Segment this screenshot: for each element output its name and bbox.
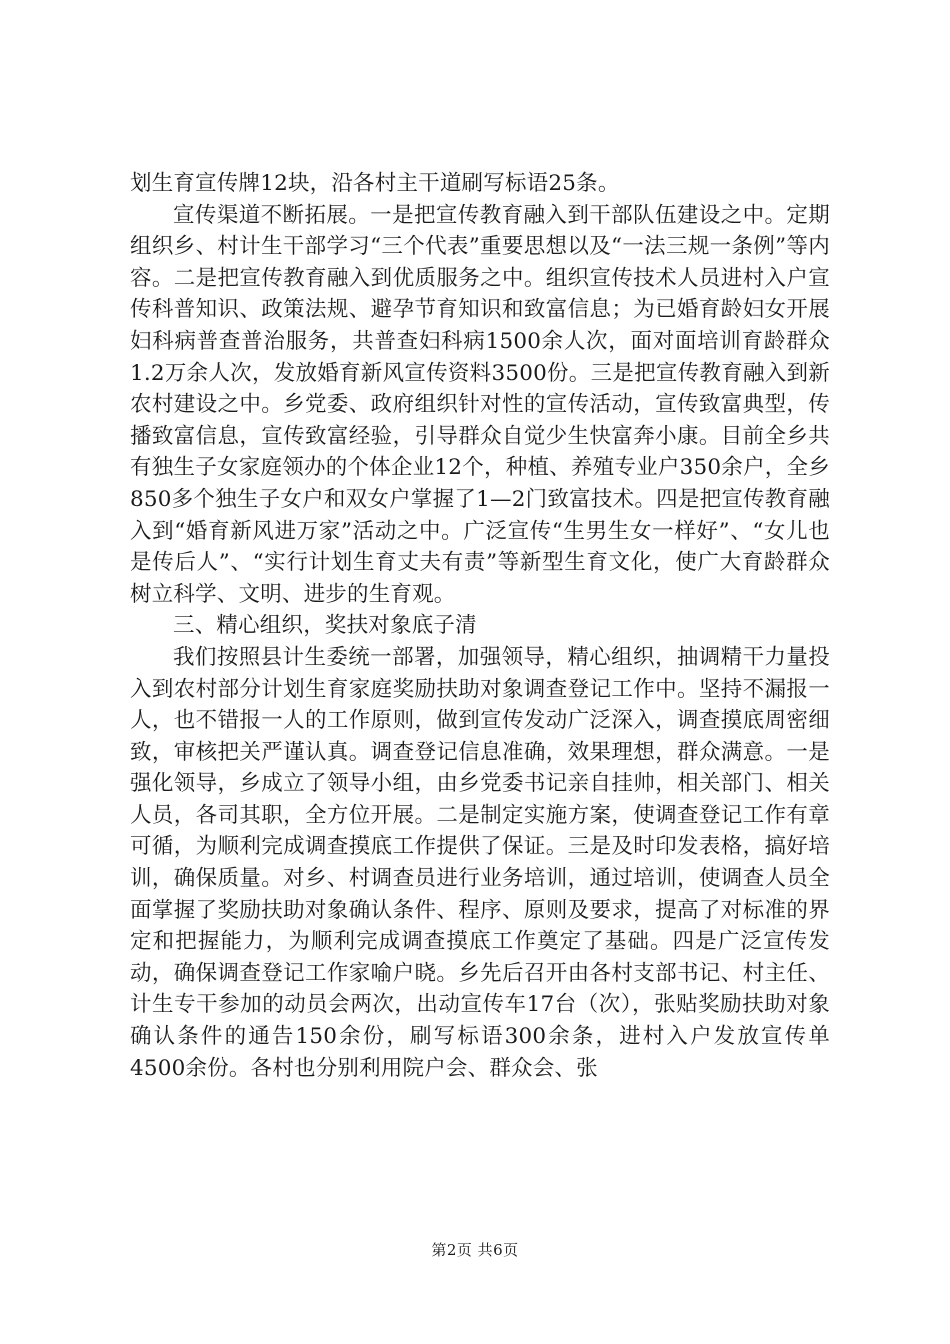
- document-body: [130, 168, 830, 1084]
- paragraph-continuation: 划生育宣传牌12块，沿各村主干道刷写标语25条。: [130, 171, 620, 196]
- paragraph-publicity-channels: 宣传渠道不断拓展。一是把宣传教育融入到干部队伍建设之中。定期组织乡、村计生干部学习“三个代表”重要思想以及“一法三规一条例”等内容。二是把宣传教育融入到优质服务之中。组织宣传技术人员进村入户宣传科普知识、政策法规、避孕节育知识和致富信息；为已婚育龄妇女开展妇科病普查普治服务，共普查妇科病1500余人次，面对面培训育龄群众1.2万余人次，发放婚育新风宣传资料3500份。三是把宣传教育融入到新农村建设之中。乡党委、政府组织针对性的宣传活动，宣传致富典型，传播致富信息，宣传致富经验，引导群众自觉少生快富奔小康。目前全乡共有独生子女家庭领办的个体企业12个，种植、养殖专业户350余户，全乡850多个独生子女户和双女户掌握了1—2门致富技术。四是把宣传教育融入到“婚育新风进万家”活动之中。广泛宣传“生男生女一样好”、“女儿也是传后人”、“实行计划生育丈夫有责”等新型生育文化，使广大育龄群众树立科学、文明、进步的生育观。: [130, 202, 830, 607]
- section-heading: 三、精心组织，奖扶对象底子清: [173, 613, 477, 639]
- paragraph-survey-registration: 我们按照县计生委统一部署，加强领导，精心组织，抽调精干力量投入到农村部分计划生育家庭奖励扶助对象调查登记工作中。坚持不漏报一人，也不错报一人的工作原则，做到宣传发动广泛深入，调查摸底周密细致，审核把关严谨认真。调查登记信息准确，效果理想，群众满意。一是强化领导，乡成立了领导小组，由乡党委书记亲自挂帅，相关部门、相关人员，各司其职，全方位开展。二是制定实施方案，使调查登记工作有章可循，为顺利完成调查摸底工作提供了保证。三是及时印发表格，搞好培训，确保质量。对乡、村调查员进行业务培训，通过培训，使调查人员全面掌握了奖励扶助对象确认条件、程序、原则及要求，提高了对标准的界定和把握能力，为顺利完成调查摸底工作奠定了基础。四是广泛宣传发动，确保调查登记工作家喻户晓。乡先后召开由各村支部书记、村主任、计生专干参加的动员会两次，出动宣传车17台（次），张贴奖励扶助对象确认条件的通告150余份，刷写标语300余条，进村入户发放宣传单4500余份。各村也分别利用院户会、群众会、张: [130, 644, 830, 1081]
- page-number-footer: 第2页 共6页: [431, 1241, 519, 1259]
